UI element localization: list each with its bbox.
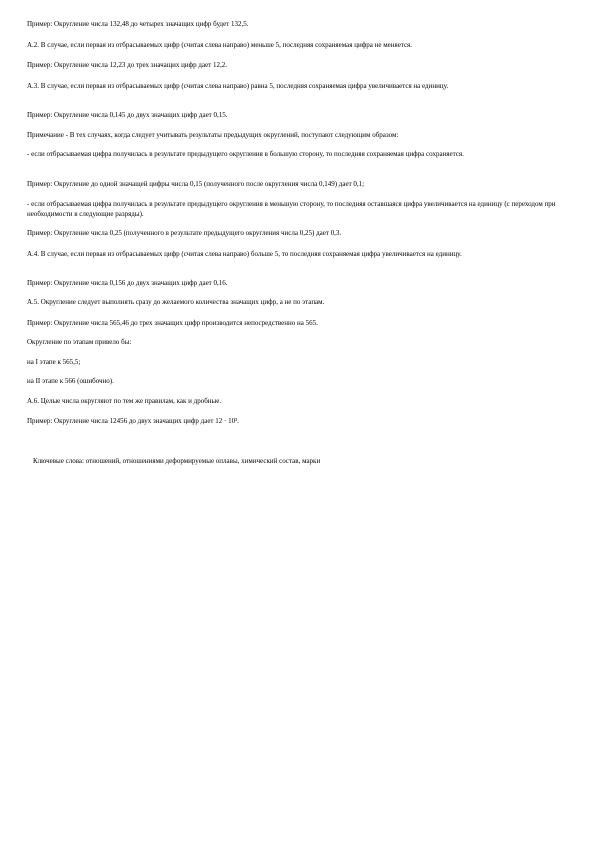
rule-a4-paragraph: A.4. В случае, если первая из отбрасываемых цифр (считая слева направо) больше 5, то последняя сохраняемая цифра увеличивается на единицу. xyxy=(27,250,462,258)
stepwise-rounding-intro: Округление по этапам привело бы: xyxy=(27,338,132,346)
example-paragraph-1: Пример: Округление числа 132,48 до четырех значащих цифр будет 132,5. xyxy=(27,20,249,28)
example-paragraph-8: Пример: Округление числа 12456 до двух значащих цифр дает 12 · 10³. xyxy=(27,417,239,425)
example-paragraph-7: Пример: Округление числа 565,46 до трех значащих цифр производится непосредственно на 565. xyxy=(27,319,318,327)
keywords-line: Ключевые слова: отношений, отношениями деформируемые оплавы, химический состав, марки xyxy=(33,457,321,465)
example-paragraph-3: Пример: Округление числа 0,145 до двух значащих цифр дает 0,15. xyxy=(27,111,228,119)
example-paragraph-2: Пример: Округление числа 12,23 до трех значащих цифр дает 12,2. xyxy=(27,61,228,69)
rule-a2-paragraph: A.2. В случае, если первая из отбрасываемых цифр (считая слева направо) меньше 5, последняя сохраняемая цифра не меняется. xyxy=(27,41,413,49)
note-case-2-paragraph: - если отбрасываемая цифра получилась в результате предыдущего округления в меньшую сторону, то последняя оставшаяся цифра увеличивается на единицу (с переходом при необходимости в следующие разряды). xyxy=(27,200,556,218)
rule-a3-paragraph: A.3. В случае, если первая из отбрасываемых цифр (считая слева направо) равна 5, последняя сохраняемая цифра увеличивается на единицу. xyxy=(27,82,449,90)
stepwise-stage-2: на II этапе к 566 (ошибочно). xyxy=(27,377,114,385)
rule-a5-paragraph: A.5. Округление следует выполнять сразу до желаемого количества значащих цифр, а не по этапам. xyxy=(27,298,325,306)
stepwise-stage-1: на I этапе к 565,5; xyxy=(27,358,81,366)
note-case-1-paragraph: - если отбрасываемая цифра получилась в результате предыдущего округления в большую сторону, то последняя сохраняемая цифра сохраняется. xyxy=(27,150,464,158)
note-paragraph: Примечание - В тех случаях, когда следует учитывать результаты предыдущих округлений, поступают следующим образом: xyxy=(27,131,399,139)
example-paragraph-5: Пример: Округление числа 0,25 (полученного в результате предыдущего округления числа 0,25) дает 0,3. xyxy=(27,229,342,237)
example-paragraph-4: Пример: Округление до одной значащей цифры числа 0,15 (полученного после округления числа 0,149) дает 0,1; xyxy=(27,180,365,188)
example-paragraph-6: Пример: Округление числа 0,156 до двух значащих цифр дает 0,16. xyxy=(27,279,228,287)
rule-a6-paragraph: A.6. Целые числа округляют по тем же правилам, как и дробные. xyxy=(27,397,222,405)
